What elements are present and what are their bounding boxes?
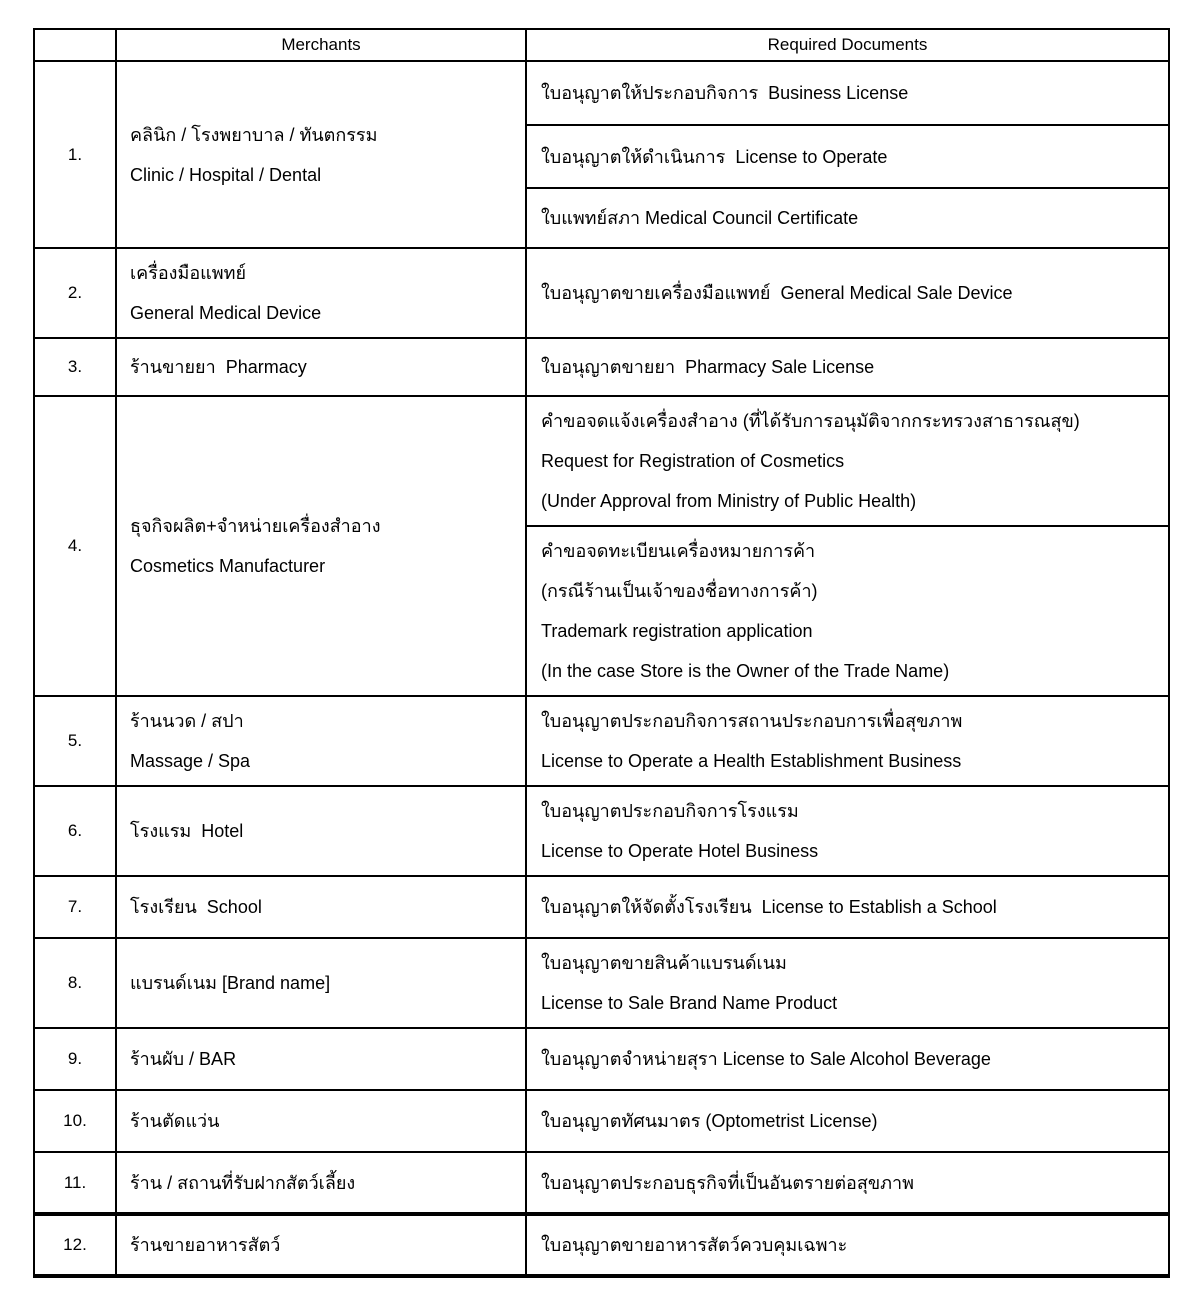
merchant-line: Massage / Spa [130,751,251,771]
document-line: ใบอนุญาตประกอบกิจการโรงแรม [541,801,799,821]
table-row [34,1152,1169,1214]
document-cell [526,61,1169,125]
header-cell-number [34,29,116,61]
document-line: ใบอนุญาตขายอาหารสัตว์ควบคุมเฉพาะ [541,1235,848,1255]
row-number: 9. [34,1028,116,1090]
document-line: License to Operate a Health Establishment Business [541,751,962,771]
table-row [34,696,1169,786]
document-cell [526,125,1169,188]
document-cell [526,1214,1169,1276]
document-cell [526,526,1169,696]
merchant-line: แบรนด์เนม [Brand name] [130,973,331,993]
row-number: 10. [34,1090,116,1152]
document-cell [526,188,1169,248]
merchant-cell [116,248,526,338]
row-number: 1. [34,61,116,248]
header-cell-required-documents: Required Documents [526,29,1169,61]
document-line: ใบแพทย์สภา Medical Council Certificate [541,208,859,228]
table-row [34,338,1169,396]
merchant-line: ร้านขายยา Pharmacy [130,357,307,377]
merchant-cell [116,938,526,1028]
merchant-cell [116,61,526,248]
document-cell [526,396,1169,526]
table-row [34,1090,1169,1152]
merchant-line: ร้านตัดแว่น [130,1111,220,1131]
row-number: 11. [34,1152,116,1214]
document-line: ใบอนุญาตให้ประกอบกิจการ Business License [541,83,909,103]
row-number: 12. [34,1214,116,1276]
merchant-line: โรงเรียน School [130,897,262,917]
merchant-line: คลินิก / โรงพยาบาล / ทันตกรรม [130,124,378,145]
document-cell [526,938,1169,1028]
row-number: 2. [34,248,116,338]
document-cell [526,696,1169,786]
document-cell [526,786,1169,876]
document-cell [526,1152,1169,1214]
merchant-line: ร้าน / สถานที่รับฝากสัตว์เลี้ยง [130,1172,356,1193]
document-line: ใบอนุญาตให้ดำเนินการ License to Operate [541,146,888,167]
table-row [34,61,1169,125]
row-number: 8. [34,938,116,1028]
merchant-cell [116,786,526,876]
document-cell [526,338,1169,396]
document-line: คำขอจดแจ้งเครื่องสำอาง (ที่ได้รับการอนุมัติจากกระทรวงสาธารณสุข) [541,411,1080,431]
merchant-cell [116,1214,526,1276]
merchant-cell [116,876,526,938]
document-cell [526,876,1169,938]
merchant-cell [116,1090,526,1152]
table-row [34,876,1169,938]
document-line: ใบอนุญาตขายเครื่องมือแพทย์ General Medical Sale Device [541,283,1013,303]
merchant-cell [116,1028,526,1090]
table-header-row [34,29,1169,61]
merchant-line: Clinic / Hospital / Dental [130,164,322,185]
document-line: ใบอนุญาตขายยา Pharmacy Sale License [541,357,875,377]
document-line: (Under Approval from Ministry of Public Health) [541,491,917,511]
document-line: ใบอนุญาตขายสินค้าแบรนด์เนม [541,953,787,973]
document-line: ใบอนุญาตให้จัดตั้งโรงเรียน License to Establish a School [541,897,997,917]
header-cell-merchants: Merchants [116,29,526,61]
document-line: (กรณีร้านเป็นเจ้าของชื่อทางการค้า) [541,581,818,601]
document-line: License to Sale Brand Name Product [541,993,838,1013]
document-line: Request for Registration of Cosmetics [541,451,845,471]
document-line: ใบอนุญาตทัศนมาตร (Optometrist License) [541,1111,878,1131]
merchant-line: Cosmetics Manufacturer [130,556,326,576]
document-cell [526,248,1169,338]
document-line: Trademark registration application [541,621,813,641]
document-line: ใบอนุญาตประกอบกิจการสถานประกอบการเพื่อสุขภาพ [541,711,963,731]
merchant-cell [116,1152,526,1214]
table-row [34,1214,1169,1276]
merchant-line: ร้านขายอาหารสัตว์ [130,1235,281,1255]
table-row [34,396,1169,526]
table-row [34,248,1169,338]
table-row [34,938,1169,1028]
merchant-line: โรงแรม Hotel [130,821,244,841]
document-line: (In the case Store is the Owner of the Trade Name) [541,661,950,681]
document-line: License to Operate Hotel Business [541,841,819,861]
row-number: 7. [34,876,116,938]
row-number: 6. [34,786,116,876]
table-row [34,1028,1169,1090]
merchant-line: เครื่องมือแพทย์ [130,263,247,283]
document-line: ใบอนุญาตประกอบธุรกิจที่เป็นอันตรายต่อสุขภาพ [541,1172,914,1193]
document-cell [526,1028,1169,1090]
table-row [34,786,1169,876]
document-line: ใบอนุญาตจำหน่ายสุรา License to Sale Alcohol Beverage [541,1049,991,1069]
merchant-line: ร้านผับ / BAR [130,1049,237,1069]
merchant-line: General Medical Device [130,303,322,323]
merchant-cell [116,396,526,696]
row-number: 5. [34,696,116,786]
merchants-required-documents-table [33,28,1170,1278]
row-number: 4. [34,396,116,696]
document-line: คำขอจดทะเบียนเครื่องหมายการค้า [541,541,816,561]
merchant-line: ธุจกิจผลิต+จำหน่ายเครื่องสำอาง [130,516,381,536]
merchant-cell [116,696,526,786]
merchant-cell [116,338,526,396]
row-number: 3. [34,338,116,396]
merchant-line: ร้านนวด / สปา [130,711,244,731]
document-cell [526,1090,1169,1152]
